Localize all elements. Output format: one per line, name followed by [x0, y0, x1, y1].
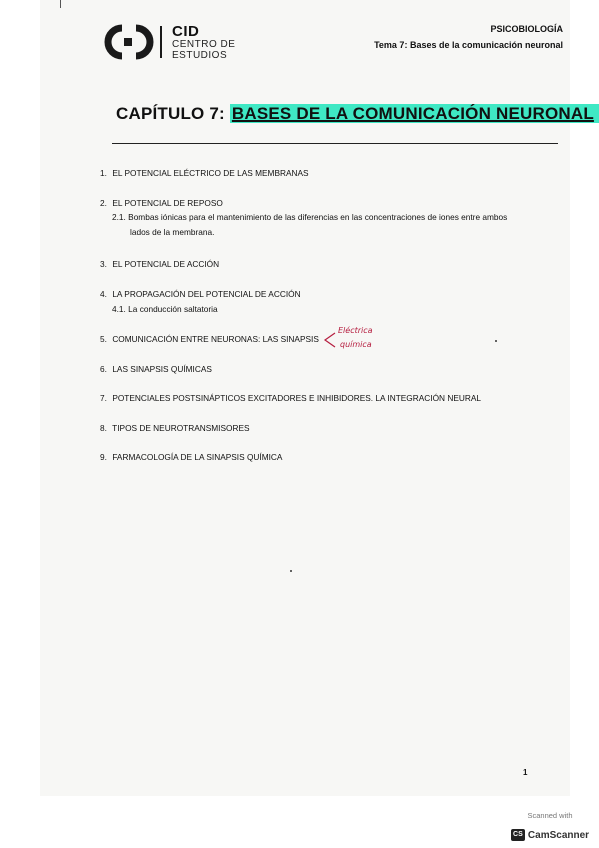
toc-subitem-2-1 [112, 210, 507, 240]
toc-item-9 [100, 452, 282, 462]
toc-item-2 [100, 198, 223, 208]
toc-number: 8. [100, 423, 107, 433]
toc-subtitle-line1: La conducción saltatoria [128, 304, 218, 314]
toc-subnumber: 2.1. [112, 212, 126, 222]
handwritten-bracket-icon [322, 330, 338, 350]
logo-cid: CID [172, 23, 200, 40]
toc-subnumber: 4.1. [112, 304, 126, 314]
toc-title: LAS SINAPSIS QUÍMICAS [112, 364, 212, 374]
toc-item-6 [100, 364, 212, 374]
toc-number: 9. [100, 452, 107, 462]
header-subject: PSICOBIOLOGÍA [490, 24, 563, 34]
toc-subtitle-line2: lados de la membrana. [130, 227, 215, 237]
heading-rule [112, 143, 558, 144]
toc-title: POTENCIALES POSTSINÁPTICOS EXCITADORES E INHIBIDORES. LA INTEGRACIÓN NEURAL [112, 393, 481, 403]
toc-number: 6. [100, 364, 107, 374]
toc-number: 5. [100, 334, 107, 344]
camscanner-brand: CamScanner [527, 829, 590, 841]
toc-title: LA PROPAGACIÓN DEL POTENCIAL DE ACCIÓN [112, 289, 301, 299]
chapter-title: BASES DE LA COMUNICACIÓN NEURONAL [230, 104, 599, 123]
page-number: 1 [523, 768, 528, 777]
scan-artifact [60, 0, 61, 8]
cid-logo-icon [100, 22, 164, 62]
toc-number: 7. [100, 393, 107, 403]
camscanner-badge [511, 829, 589, 841]
handwritten-quimica: química [340, 340, 372, 349]
chapter-heading [116, 104, 599, 124]
camscanner-watermark [506, 811, 594, 841]
toc-item-8 [100, 423, 250, 433]
logo-line2: ESTUDIOS [172, 50, 228, 61]
toc-number: 1. [100, 168, 107, 178]
toc-title: EL POTENCIAL DE REPOSO [112, 198, 223, 208]
toc-item-3 [100, 259, 219, 269]
toc-item-4 [100, 289, 301, 299]
logo-wordmark [172, 24, 235, 61]
scan-dot [495, 340, 497, 342]
toc-number: 4. [100, 289, 107, 299]
chapter-prefix: CAPÍTULO 7: [116, 104, 225, 123]
header-tema: Tema 7: Bases de la comunicación neuronal [374, 40, 563, 50]
toc-item-1 [100, 168, 309, 178]
toc-title: EL POTENCIAL ELÉCTRICO DE LAS MEMBRANAS [112, 168, 309, 178]
toc-subitem-4-1 [112, 302, 218, 317]
toc-title: COMUNICACIÓN ENTRE NEURONAS: LAS SINAPSIS [112, 334, 319, 344]
toc-title: FARMACOLOGÍA DE LA SINAPSIS QUÍMICA [112, 452, 283, 462]
toc-item-5 [100, 334, 319, 344]
toc-number: 2. [100, 198, 107, 208]
scanned-with-label: Scanned with [527, 811, 573, 820]
logo-line1: CENTRO DE [172, 39, 236, 50]
toc-item-7 [100, 393, 481, 403]
handwritten-electrica: Eléctrica [338, 326, 373, 335]
toc-title: TIPOS DE NEUROTRANSMISORES [112, 423, 250, 433]
camscanner-icon: CS [511, 829, 525, 841]
toc-title: EL POTENCIAL DE ACCIÓN [112, 259, 220, 269]
toc-subtitle-line1: Bombas iónicas para el mantenimiento de las diferencias en las concentraciones de iones entre ambos [128, 212, 508, 222]
scan-dot [290, 570, 292, 572]
toc-number: 3. [100, 259, 107, 269]
